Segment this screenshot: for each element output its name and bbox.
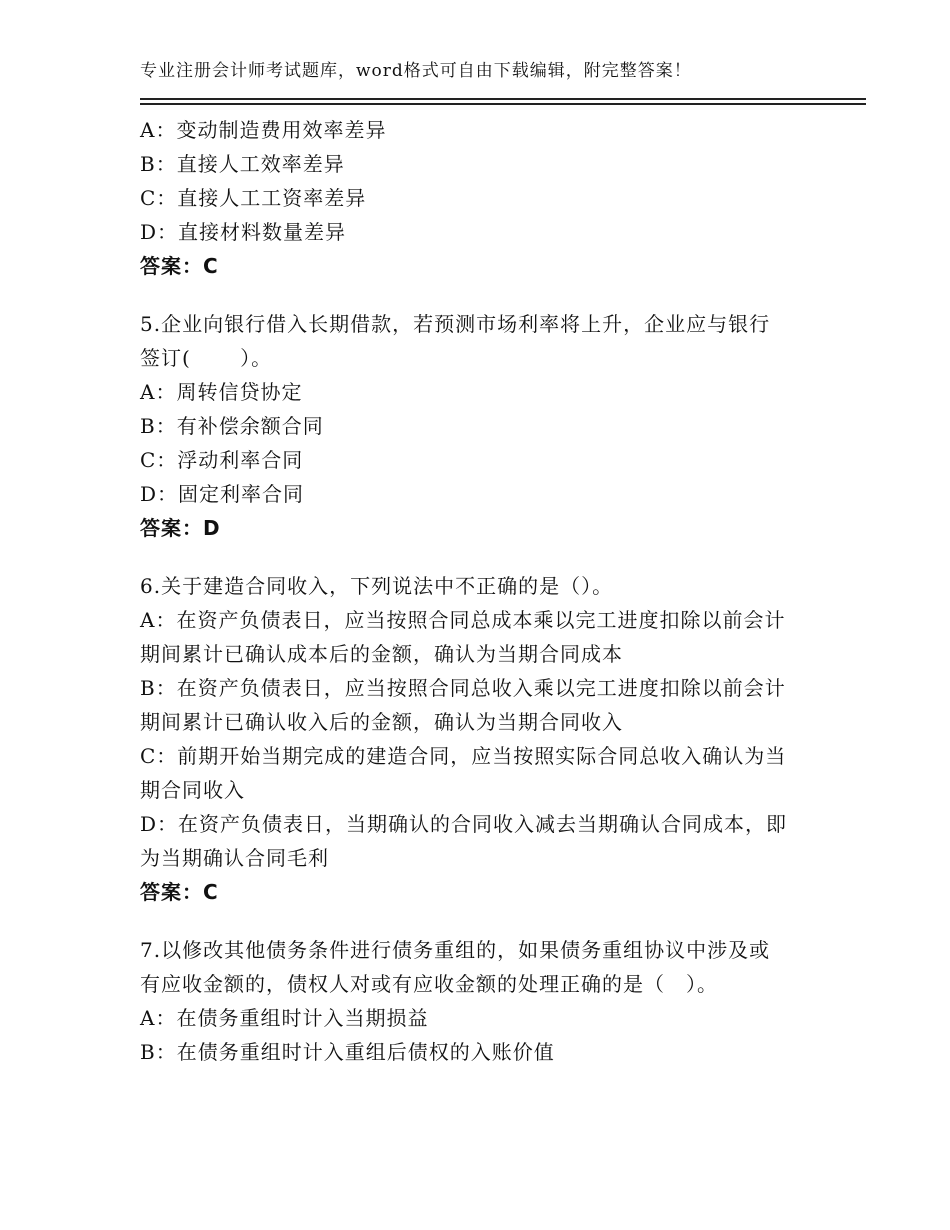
option-b-cont: 期间累计已确认收入后的金额，确认为当期合同收入 [140,710,623,734]
option-b: B：直接人工效率差异 [140,152,345,176]
question-stem: 签订( ）。 [140,346,273,370]
option-b: B：有补偿余额合同 [140,414,324,438]
option-c: C：直接人工工资率差异 [140,186,367,210]
header-rule-thick [140,98,866,100]
question-7 [140,933,820,1069]
page-header: 专业注册会计师考试题库，word格式可自由下载编辑，附完整答案！ [140,61,692,81]
question-stem: 7.以修改其他债务条件进行债务重组的，如果债务重组协议中涉及或 [140,938,771,962]
option-a: A：在债务重组时计入当期损益 [140,1006,429,1030]
question-4 [140,113,820,283]
option-a-cont: 期间累计已确认成本后的金额，确认为当期合同成本 [140,642,623,666]
option-d: D：在资产负债表日，当期确认的合同收入减去当期确认合同成本，即 [140,812,788,836]
option-a: A：变动制造费用效率差异 [140,118,387,142]
option-c: C：前期开始当期完成的建造合同，应当按照实际合同总收入确认为当 [140,744,787,768]
option-c: C：浮动利率合同 [140,448,304,472]
question-stem: 有应收金额的，债权人对或有应收金额的处理正确的是（ ）。 [140,972,718,996]
question-6 [140,569,820,909]
option-b: B：在资产负债表日，应当按照合同总收入乘以完工进度扣除以前会计 [140,676,786,700]
option-a: A：在资产负债表日，应当按照合同总成本乘以完工进度扣除以前会计 [140,608,786,632]
header-rule-thin [140,103,866,105]
answer: 答案：C [140,880,219,904]
option-a: A：周转信贷协定 [140,380,303,404]
question-5 [140,307,820,545]
question-stem: 5.企业向银行借入长期借款，若预测市场利率将上升，企业应与银行 [140,312,771,336]
question-stem: 6.关于建造合同收入，下列说法中不正确的是（）。 [140,574,614,598]
option-d: D：固定利率合同 [140,482,305,506]
answer: 答案：D [140,516,221,540]
option-d-cont: 为当期确认合同毛利 [140,846,329,870]
option-c-cont: 期合同收入 [140,778,245,802]
answer: 答案：C [140,254,219,278]
option-b: B：在债务重组时计入重组后债权的入账价值 [140,1040,555,1064]
document-body [140,113,820,1069]
option-d: D：直接材料数量差异 [140,220,347,244]
